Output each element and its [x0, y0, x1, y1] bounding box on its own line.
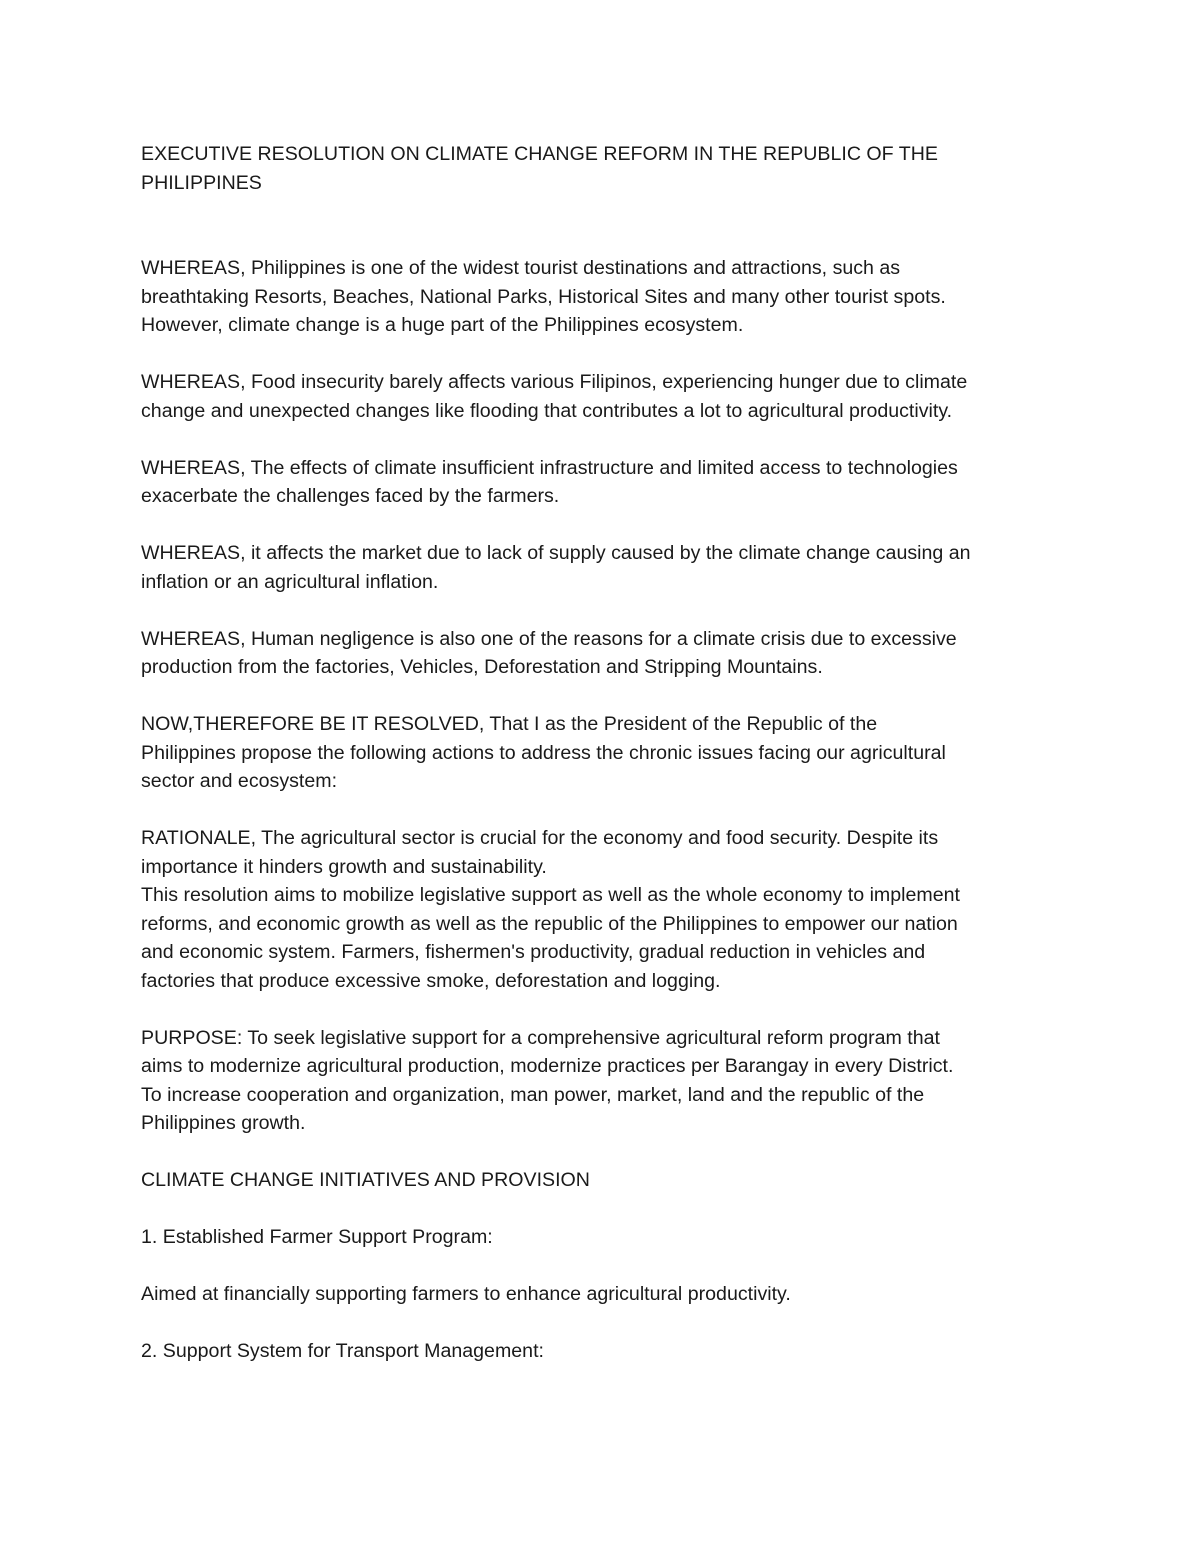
- document-page: [141, 140, 1071, 1366]
- whereas-clause-1: WHEREAS, Philippines is one of the widest tourist destinations and attractions, such as breathtaking Resorts, Beaches, National Parks, Historical Sites and many other tourist spots. However, climate change is a huge part of the Philippines ecosystem.: [141, 257, 946, 336]
- item-1-body: Aimed at financially supporting farmers to enhance agricultural productivity.: [141, 1283, 791, 1305]
- item-1-heading: 1. Established Farmer Support Program:: [141, 1226, 493, 1248]
- whereas-clause-2: WHEREAS, Food insecurity barely affects various Filipinos, experiencing hunger due to climate change and unexpected changes like flooding that contributes a lot to agricultural productivity.: [141, 371, 968, 422]
- section-heading: CLIMATE CHANGE INITIATIVES AND PROVISION: [141, 1169, 590, 1191]
- purpose-paragraph: PURPOSE: To seek legislative support for a comprehensive agricultural reform program that aims to modernize agricultural production, modernize practices per Barangay in every District. To increase cooperation and organization, man power, market, land and the republic of the Philippines growth.: [141, 1026, 954, 1134]
- whereas-clause-5: WHEREAS, Human negligence is also one of the reasons for a climate crisis due to excessive production from the factories, Vehicles, Deforestation and Stripping Mountains.: [141, 627, 957, 678]
- rationale-paragraph: RATIONALE, The agricultural sector is crucial for the economy and food security. Despite its importance it hinders growth and sustainability.: [141, 827, 939, 878]
- rationale-continuation: This resolution aims to mobilize legislative support as well as the whole economy to implement reforms, and economic growth as well as the republic of the Philippines to empower our nation and economic system. Farmers, fishermen's productivity, gradual reduction in vehicles and factories that produce excessive smoke, deforestation and logging.: [141, 884, 960, 992]
- document-title: EXECUTIVE RESOLUTION ON CLIMATE CHANGE REFORM IN THE REPUBLIC OF THE PHILIPPINES: [141, 143, 938, 194]
- whereas-clause-4: WHEREAS, it affects the market due to lack of supply caused by the climate change causing an inflation or an agricultural inflation.: [141, 542, 971, 593]
- whereas-clause-3: WHEREAS, The effects of climate insufficient infrastructure and limited access to technologies exacerbate the challenges faced by the farmers.: [141, 456, 958, 507]
- item-2-heading: 2. Support System for Transport Management:: [141, 1340, 544, 1362]
- resolved-clause: NOW,THEREFORE BE IT RESOLVED, That I as the President of the Republic of the Philippines propose the following actions to address the chronic issues facing our agricultural sector and ecosystem:: [141, 713, 946, 792]
